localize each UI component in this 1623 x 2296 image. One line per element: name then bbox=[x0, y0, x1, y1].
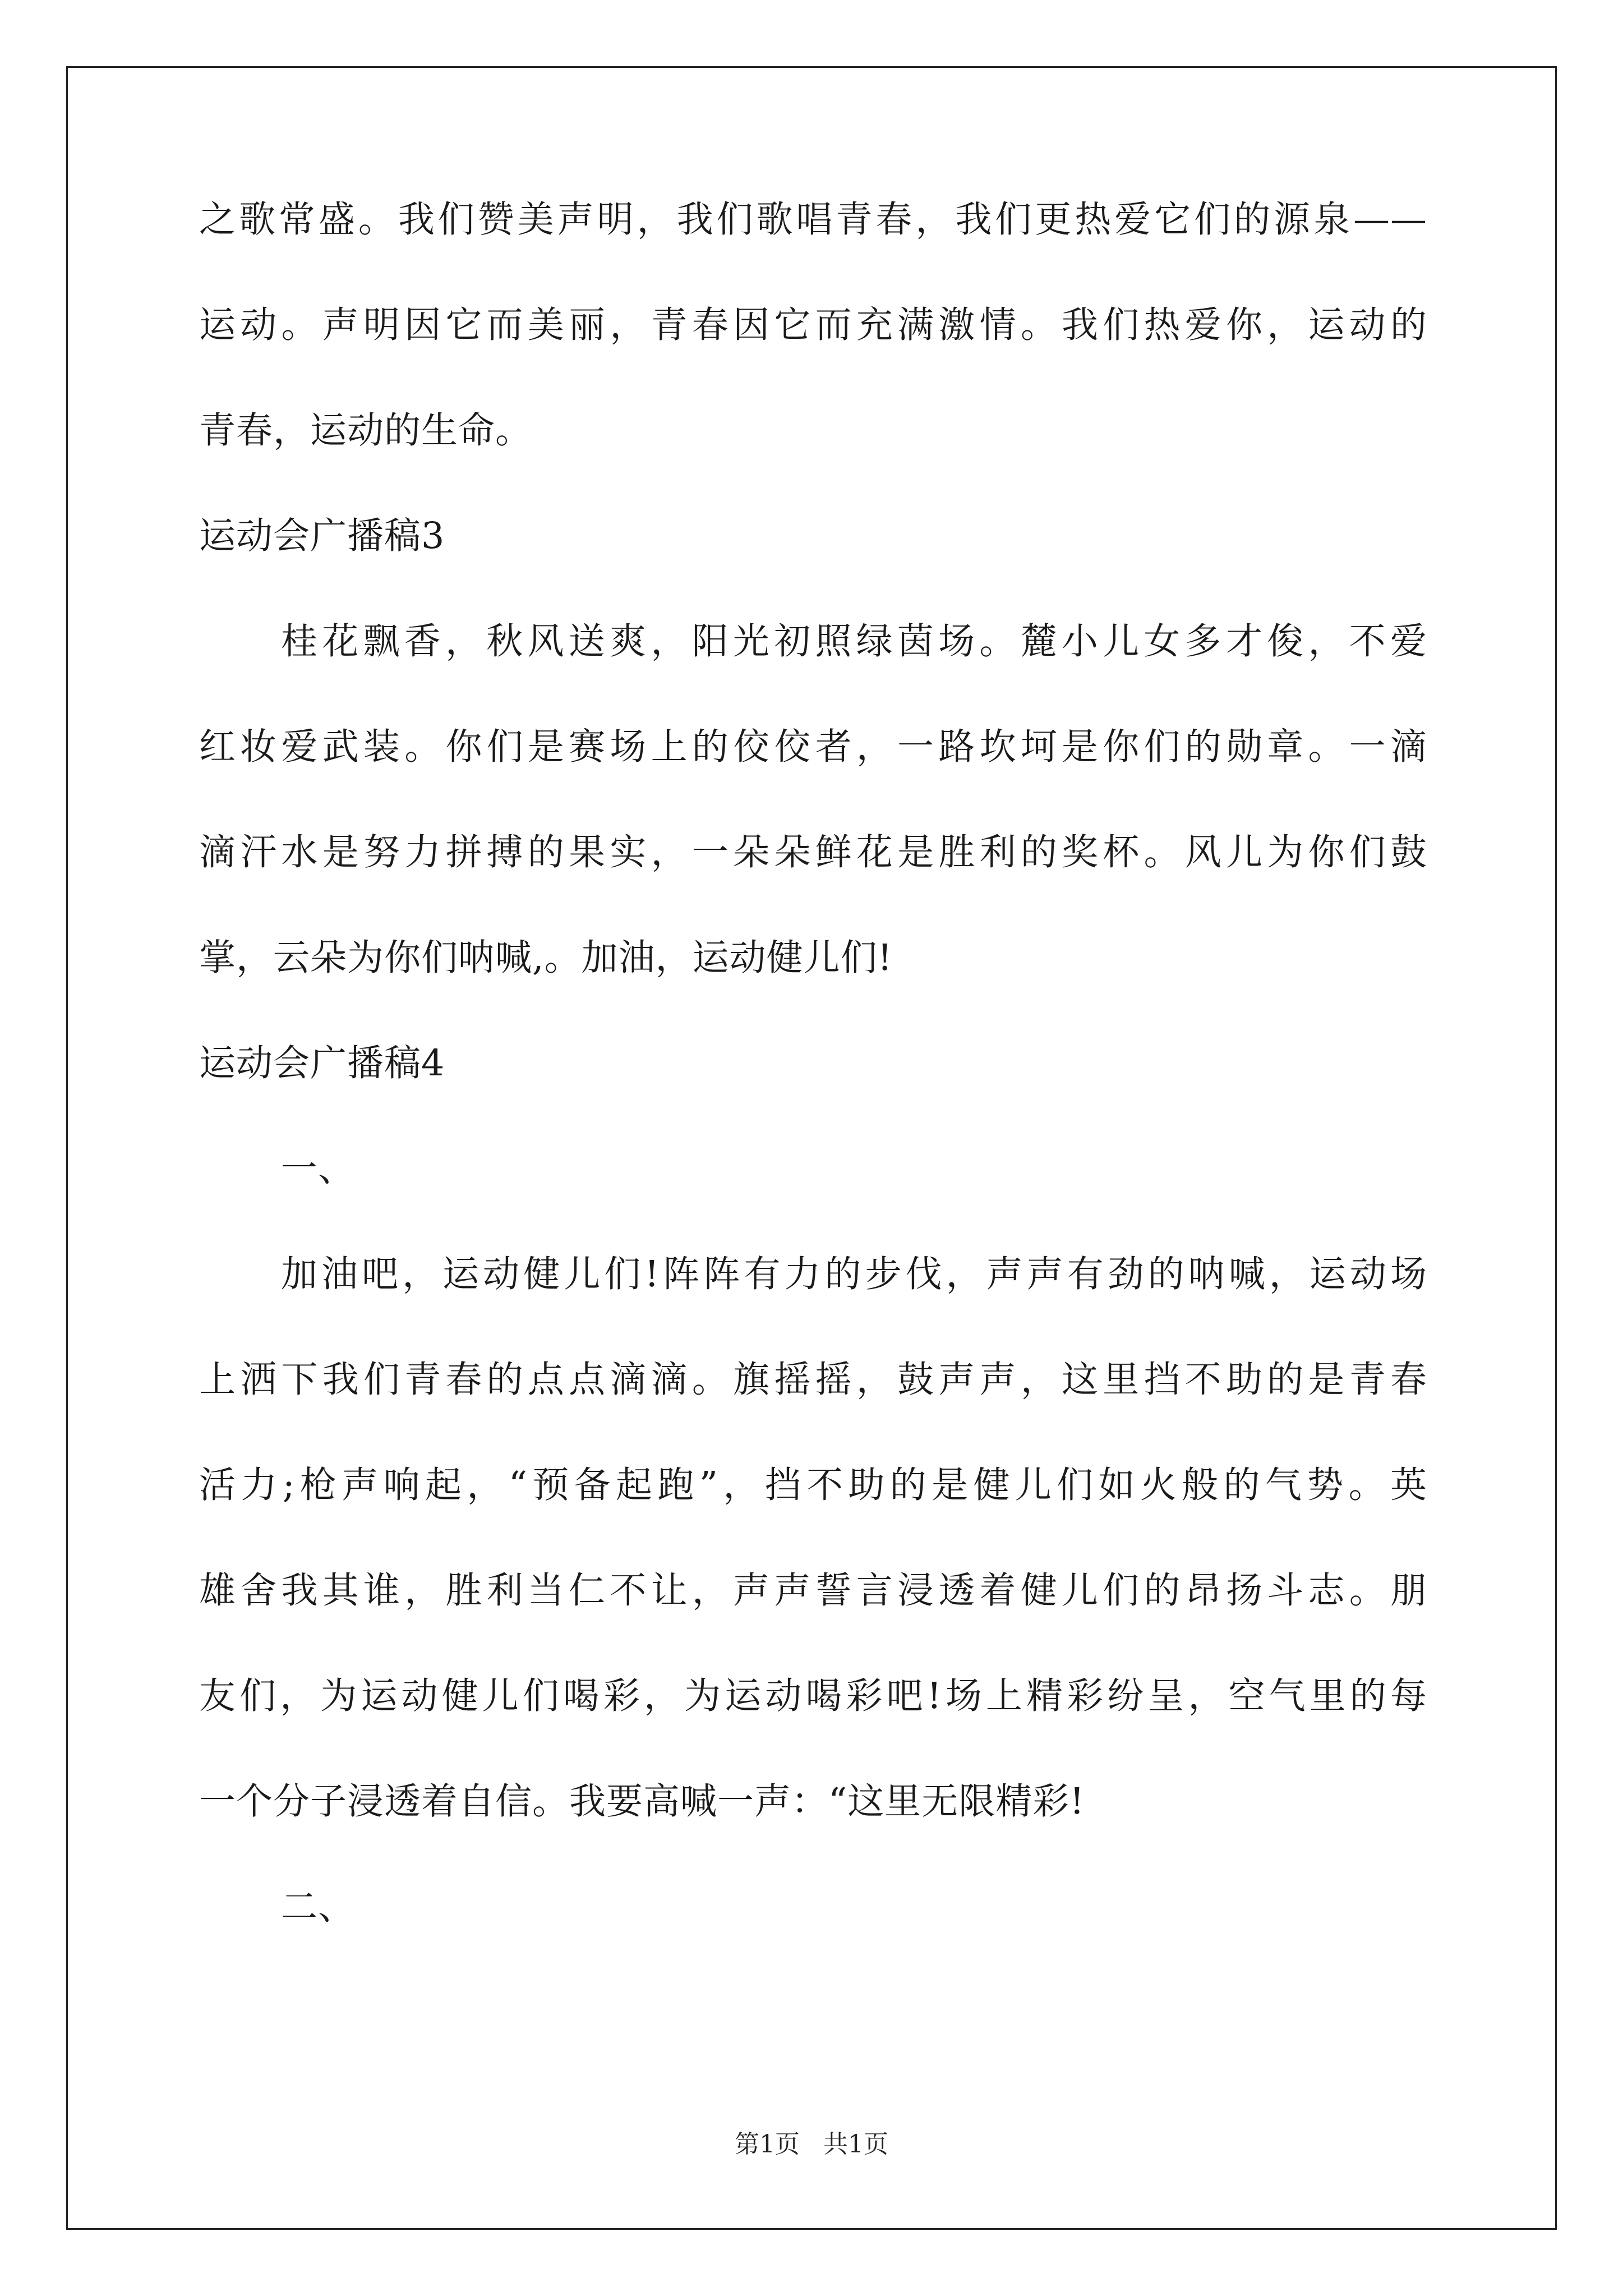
text-line: 运动。声明因它而美丽，青春因它而充满激情。我们热爱你，运动的 bbox=[199, 304, 1427, 346]
list-marker-line: 二、 bbox=[281, 1886, 356, 1928]
text-line: 上洒下我们青春的点点滴滴。旗摇摇，鼓声声，这里挡不助的是青春 bbox=[199, 1359, 1427, 1401]
section-heading: 运动会广播稿3 bbox=[199, 515, 445, 557]
page-footer: 第1页 共1页 bbox=[735, 2130, 888, 2159]
section-heading: 运动会广播稿4 bbox=[199, 1042, 445, 1084]
text-line: 掌，云朵为你们呐喊,。加油，运动健儿们! bbox=[199, 937, 893, 979]
list-marker-line: 一、 bbox=[281, 1148, 356, 1190]
paragraph-start-line: 加油吧，运动健儿们!阵阵有力的步伐，声声有劲的呐喊，运动场 bbox=[281, 1253, 1427, 1295]
text-line: 青春，运动的生命。 bbox=[199, 409, 533, 452]
text-line: 之歌常盛。我们赞美声明，我们歌唱青春，我们更热爱它们的源泉—— bbox=[199, 199, 1427, 241]
text-line: 一个分子浸透着自信。我要高喊一声：“这里无限精彩! bbox=[199, 1780, 1085, 1823]
text-line: 滴汗水是努力拼搏的果实，一朵朵鲜花是胜利的奖杯。风儿为你们鼓 bbox=[199, 831, 1427, 873]
document-body bbox=[199, 196, 1427, 1989]
text-line: 红妆爱武装。你们是赛场上的佼佼者，一路坎坷是你们的勋章。一滴 bbox=[199, 726, 1427, 768]
text-line: 雄舍我其谁，胜利当仁不让，声声誓言浸透着健儿们的昂扬斗志。朋 bbox=[199, 1570, 1427, 1612]
text-line: 友们，为运动健儿们喝彩，为运动喝彩吧!场上精彩纷呈，空气里的每 bbox=[199, 1675, 1427, 1717]
text-line: 活力;枪声响起，“预备起跑”，挡不助的是健儿们如火般的气势。英 bbox=[199, 1464, 1427, 1506]
paragraph-start-line: 桂花飘香，秋风送爽，阳光初照绿茵场。麓小儿女多才俊，不爱 bbox=[281, 620, 1427, 662]
